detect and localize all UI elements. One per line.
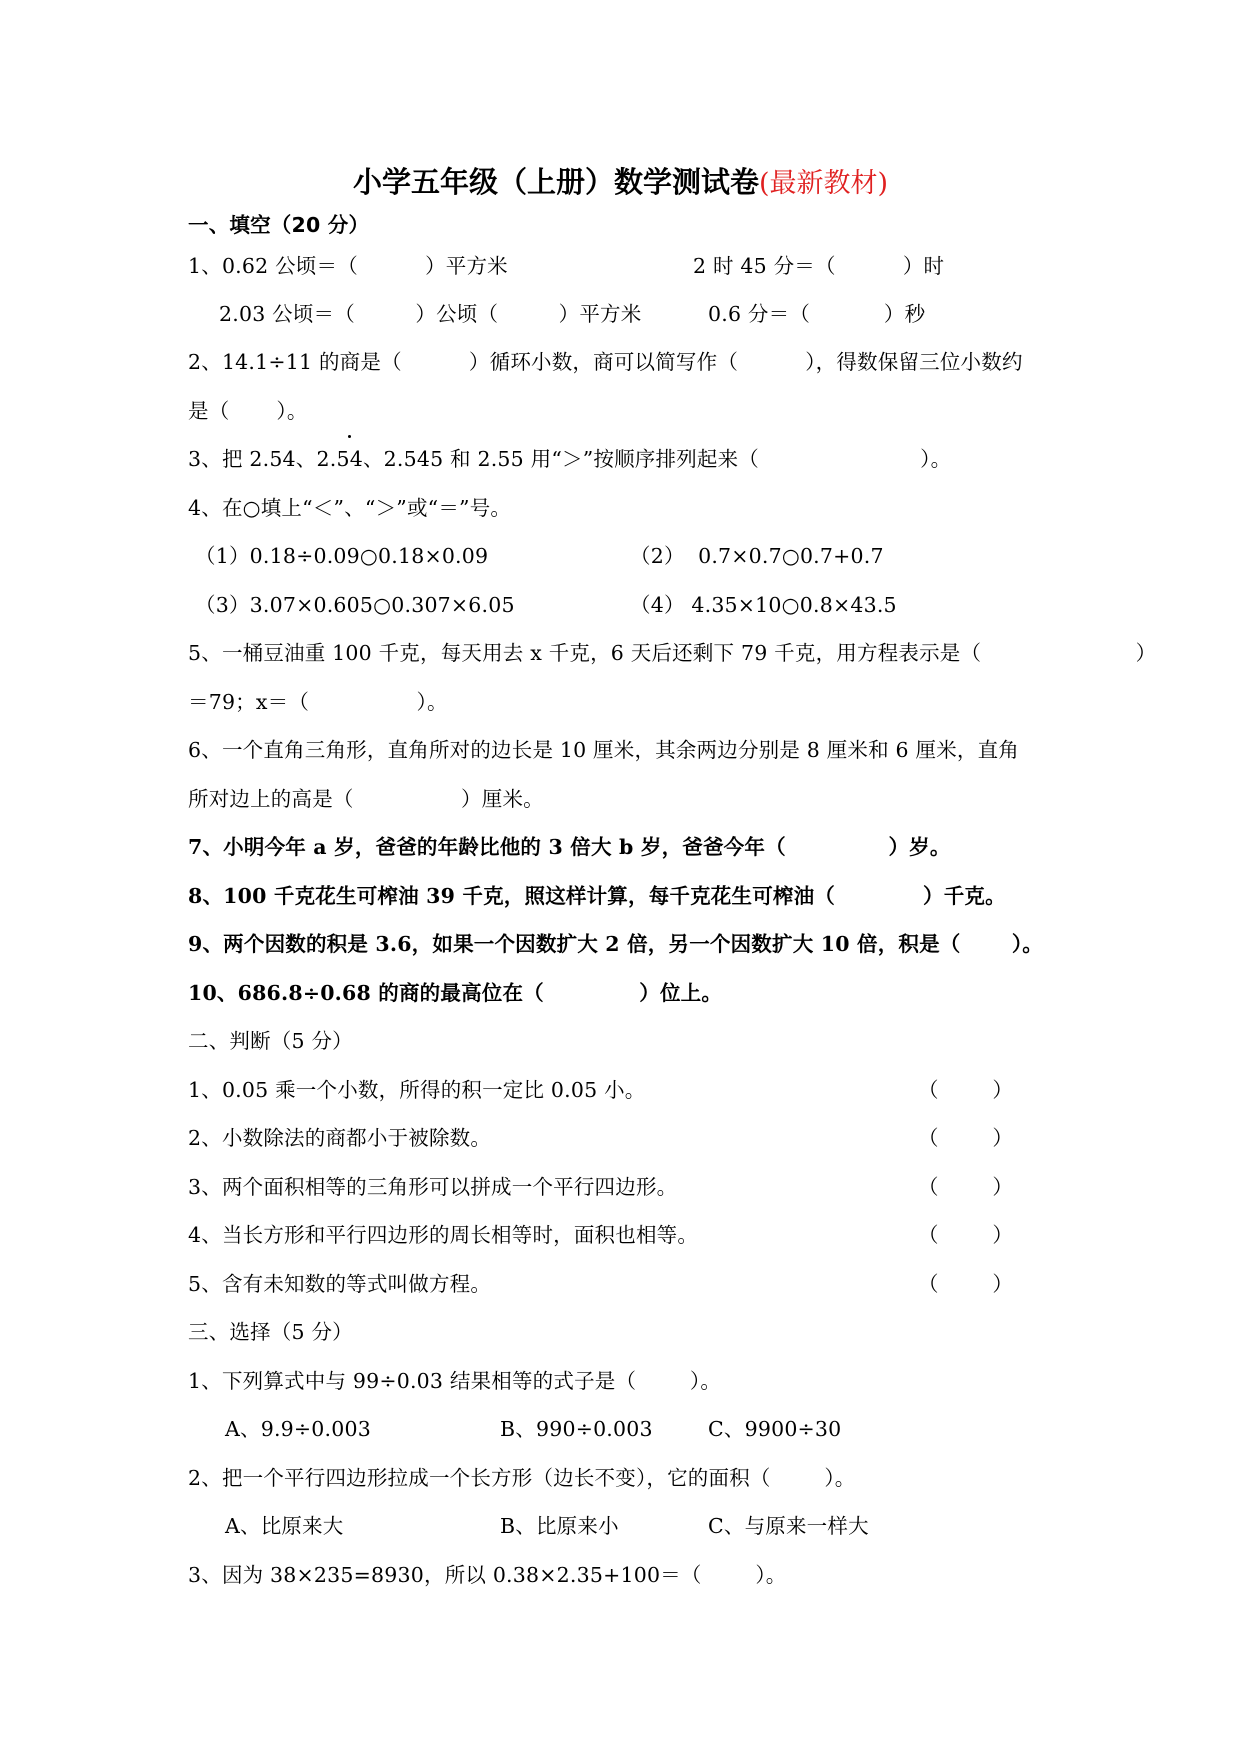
exam-line-4: 0.6 分＝（ ）秒 xyxy=(708,302,926,326)
exam-line-35: B、990÷0.003 xyxy=(500,1417,653,1441)
exam-line-32: 三、选择（5 分） xyxy=(188,1320,353,1344)
exam-line-27: （ ） xyxy=(918,1175,1014,1199)
exam-line-23: （ ） xyxy=(918,1078,1014,1102)
exam-line-26: 3、两个面积相等的三角形可以拼成一个平行四边形。 xyxy=(188,1175,678,1199)
repeating-decimal-dot xyxy=(348,435,351,438)
exam-line-10: （2） 0.7×0.7○0.7+0.7 xyxy=(630,544,884,568)
exam-line-0: 一、填空（20 分） xyxy=(188,213,370,237)
exam-line-31: （ ） xyxy=(918,1272,1014,1296)
exam-line-8: 4、在○填上“＜”、“＞”或“＝”号。 xyxy=(188,496,512,520)
exam-line-28: 4、当长方形和平行四边形的周长相等时，面积也相等。 xyxy=(188,1223,699,1247)
exam-line-36: C、9900÷30 xyxy=(708,1417,842,1441)
exam-line-22: 1、0.05 乘一个小数，所得的积一定比 0.05 小。 xyxy=(188,1078,646,1102)
exam-line-24: 2、小数除法的商都小于被除数。 xyxy=(188,1126,492,1150)
exam-line-5: 2、14.1÷11 的商是（ ）循环小数，商可以简写作（ ），得数保留三位小数约 xyxy=(188,350,1023,374)
exam-line-3: 2.03 公顷＝（ ）公顷（ ）平方米 xyxy=(219,302,642,326)
exam-line-11: （3）3.07×0.605○0.307×6.05 xyxy=(195,593,515,617)
exam-line-37: 2、把一个平行四边形拉成一个长方形（边长不变），它的面积（ ）。 xyxy=(188,1466,856,1490)
exam-line-29: （ ） xyxy=(918,1223,1014,1247)
exam-line-34: A、9.9÷0.003 xyxy=(225,1417,371,1441)
exam-line-33: 1、下列算式中与 99÷0.03 结果相等的式子是（ ）。 xyxy=(188,1369,722,1393)
exam-line-38: A、比原来大 xyxy=(225,1514,344,1538)
exam-line-1: 1、0.62 公顷＝（ ）平方米 xyxy=(188,254,508,278)
exam-line-25: （ ） xyxy=(918,1126,1014,1150)
exam-line-30: 5、含有未知数的等式叫做方程。 xyxy=(188,1272,492,1296)
exam-line-7: 3、把 2.54、2.54、2.545 和 2.55 用“＞”按顺序排列起来（ ）。 xyxy=(188,447,952,471)
exam-line-12: （4） 4.35×10○0.8×43.5 xyxy=(630,593,897,617)
exam-line-41: 3、因为 38×235=8930，所以 0.38×2.35+100＝（ ）。 xyxy=(188,1563,787,1587)
exam-line-6: 是（ ）。 xyxy=(188,399,308,423)
exam-line-20: 10、686.8÷0.68 的商的最高位在（ ）位上。 xyxy=(188,981,723,1005)
page-title xyxy=(0,162,1241,204)
exam-line-17: 7、小明今年 a 岁，爸爸的年龄比他的 3 倍大 b 岁，爸爸今年（ ）岁。 xyxy=(188,835,951,859)
title-main: 小学五年级（上册）数学测试卷 xyxy=(352,165,759,199)
exam-line-2: 2 时 45 分＝（ ）时 xyxy=(693,254,945,278)
title-note: (最新教材) xyxy=(758,168,889,199)
exam-line-40: C、与原来一样大 xyxy=(708,1514,869,1538)
exam-line-16: 所对边上的高是（ ）厘米。 xyxy=(188,787,544,811)
exam-line-14: ＝79；x＝（ ）。 xyxy=(188,690,448,714)
exam-line-18: 8、100 千克花生可榨油 39 千克，照这样计算，每千克花生可榨油（ ）千克。 xyxy=(188,884,1006,908)
exam-line-9: （1）0.18÷0.09○0.18×0.09 xyxy=(195,544,489,568)
exam-line-21: 二、判断（5 分） xyxy=(188,1029,353,1053)
exam-line-13: 5、一桶豆油重 100 千克，每天用去 x 千克，6 天后还剩下 79 千克，用方程表示是（ ） xyxy=(188,641,1157,665)
exam-line-19: 9、两个因数的积是 3.6，如果一个因数扩大 2 倍，另一个因数扩大 10 倍，积是（ ）。 xyxy=(188,932,1044,956)
exam-line-39: B、比原来小 xyxy=(500,1514,619,1538)
exam-line-15: 6、一个直角三角形，直角所对的边长是 10 厘米，其余两边分别是 8 厘米和 6 厘米，直角 xyxy=(188,738,1020,762)
